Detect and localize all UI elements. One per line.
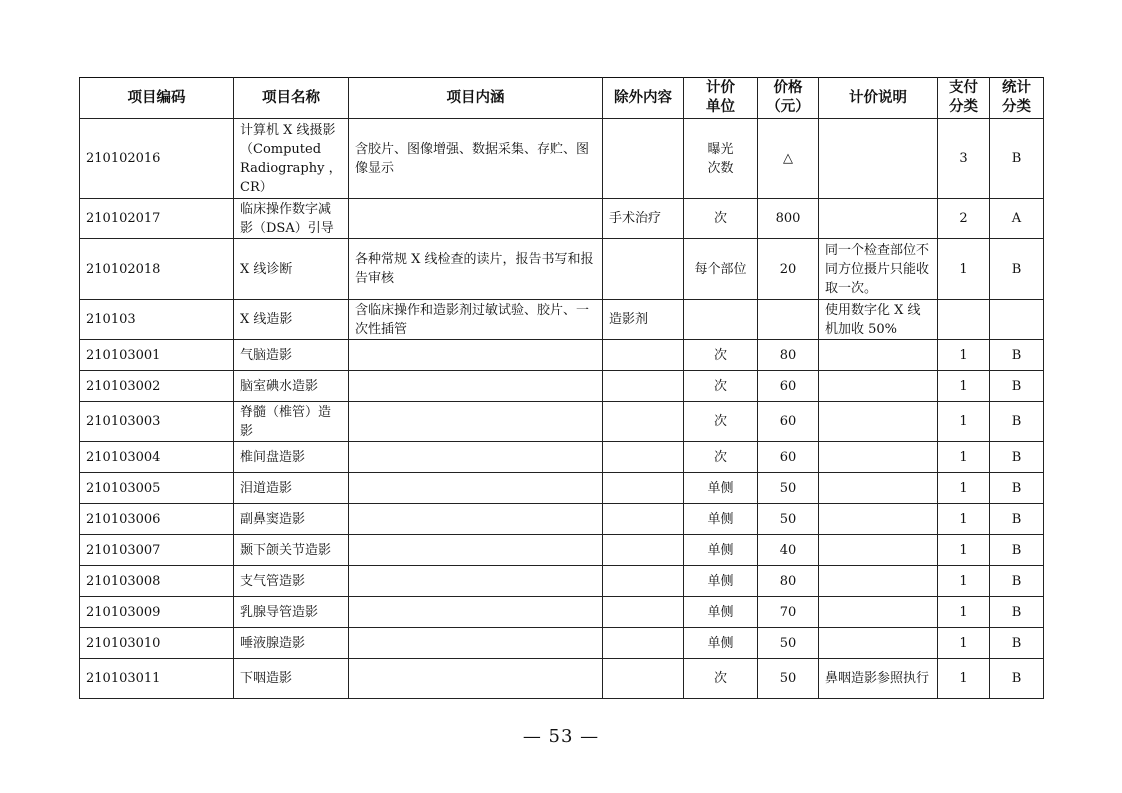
cell-content (349, 659, 603, 699)
cell-name: 乳腺导管造影 (234, 597, 349, 628)
cell-note (819, 535, 938, 566)
cell-stat: B (990, 340, 1044, 371)
cell-except (603, 402, 684, 442)
cell-pay: 1 (938, 597, 990, 628)
cell-note (819, 371, 938, 402)
cell-code: 210103002 (80, 371, 234, 402)
cell-name: 脊髓（椎管）造影 (234, 402, 349, 442)
cell-code: 210103 (80, 300, 234, 340)
cell-pay: 1 (938, 504, 990, 535)
table-row (80, 597, 1044, 628)
cell-note: 同一个检查部位不同方位摄片只能收取一次。 (819, 239, 938, 300)
table-body (80, 119, 1044, 699)
cell-unit: 次 (684, 659, 758, 699)
cell-content (349, 535, 603, 566)
cell-stat: B (990, 628, 1044, 659)
cell-pay: 1 (938, 340, 990, 371)
cell-price: △ (758, 119, 819, 199)
cell-pay: 1 (938, 371, 990, 402)
cell-price: 80 (758, 566, 819, 597)
header-name: 项目名称 (234, 78, 349, 119)
cell-stat: B (990, 659, 1044, 699)
cell-stat: B (990, 473, 1044, 504)
cell-stat: B (990, 442, 1044, 473)
cell-note (819, 442, 938, 473)
cell-code: 210103008 (80, 566, 234, 597)
cell-note (819, 473, 938, 504)
table-row (80, 566, 1044, 597)
cell-pay (938, 300, 990, 340)
table-row (80, 239, 1044, 300)
cell-name: 脑室碘水造影 (234, 371, 349, 402)
cell-pay: 1 (938, 659, 990, 699)
cell-unit: 单侧 (684, 597, 758, 628)
cell-pay: 1 (938, 628, 990, 659)
cell-code: 210103001 (80, 340, 234, 371)
cell-stat: B (990, 239, 1044, 300)
cell-code: 210102016 (80, 119, 234, 199)
cell-code: 210103003 (80, 402, 234, 442)
header-row (80, 78, 1044, 119)
cell-pay: 1 (938, 566, 990, 597)
cell-code: 210103005 (80, 473, 234, 504)
cell-pay: 1 (938, 402, 990, 442)
table-row (80, 535, 1044, 566)
cell-code: 210102017 (80, 199, 234, 239)
cell-content (349, 566, 603, 597)
cell-pay: 1 (938, 473, 990, 504)
cell-except (603, 535, 684, 566)
header-unit: 计价 单位 (684, 78, 758, 119)
cell-stat: B (990, 402, 1044, 442)
cell-stat: B (990, 504, 1044, 535)
cell-stat (990, 300, 1044, 340)
cell-note (819, 504, 938, 535)
cell-except (603, 442, 684, 473)
cell-unit: 次 (684, 371, 758, 402)
cell-unit: 次 (684, 199, 758, 239)
cell-unit: 次 (684, 340, 758, 371)
table-row (80, 371, 1044, 402)
cell-stat: B (990, 119, 1044, 199)
cell-note: 鼻咽造影参照执行 (819, 659, 938, 699)
price-table (79, 77, 1044, 699)
cell-unit: 单侧 (684, 566, 758, 597)
cell-note (819, 199, 938, 239)
table-row (80, 300, 1044, 340)
cell-price: 40 (758, 535, 819, 566)
cell-price: 20 (758, 239, 819, 300)
cell-unit: 单侧 (684, 473, 758, 504)
cell-except (603, 473, 684, 504)
cell-pay: 3 (938, 119, 990, 199)
table-row (80, 628, 1044, 659)
header-note: 计价说明 (819, 78, 938, 119)
header-content: 项目内涵 (349, 78, 603, 119)
cell-note (819, 597, 938, 628)
cell-code: 210102018 (80, 239, 234, 300)
header-except: 除外内容 (603, 78, 684, 119)
table-row (80, 442, 1044, 473)
cell-price: 70 (758, 597, 819, 628)
cell-name: 气脑造影 (234, 340, 349, 371)
cell-price: 800 (758, 199, 819, 239)
cell-price: 50 (758, 473, 819, 504)
cell-unit: 曝光 次数 (684, 119, 758, 199)
cell-except (603, 566, 684, 597)
cell-stat: B (990, 597, 1044, 628)
cell-pay: 1 (938, 442, 990, 473)
cell-price (758, 300, 819, 340)
cell-name: 椎间盘造影 (234, 442, 349, 473)
cell-except (603, 340, 684, 371)
cell-unit: 次 (684, 442, 758, 473)
cell-content (349, 340, 603, 371)
cell-pay: 2 (938, 199, 990, 239)
cell-except (603, 119, 684, 199)
cell-except (603, 659, 684, 699)
table-row (80, 659, 1044, 699)
cell-note: 使用数字化 X 线机加收 50% (819, 300, 938, 340)
cell-content: 含临床操作和造影剂过敏试验、胶片、一次性插管 (349, 300, 603, 340)
cell-content (349, 628, 603, 659)
cell-content (349, 504, 603, 535)
cell-except: 造影剂 (603, 300, 684, 340)
cell-except (603, 371, 684, 402)
cell-name: 副鼻窦造影 (234, 504, 349, 535)
table-row (80, 119, 1044, 199)
cell-name: 计算机 X 线摄影（Computed Radiography ，CR） (234, 119, 349, 199)
cell-name: 下咽造影 (234, 659, 349, 699)
cell-content: 含胶片、图像增强、数据采集、存贮、图像显示 (349, 119, 603, 199)
cell-price: 50 (758, 628, 819, 659)
cell-name: X 线造影 (234, 300, 349, 340)
cell-except (603, 628, 684, 659)
table-row (80, 504, 1044, 535)
cell-price: 50 (758, 659, 819, 699)
table-row (80, 199, 1044, 239)
cell-note (819, 340, 938, 371)
cell-note (819, 119, 938, 199)
cell-pay: 1 (938, 535, 990, 566)
cell-unit: 每个部位 (684, 239, 758, 300)
cell-unit: 单侧 (684, 504, 758, 535)
cell-price: 50 (758, 504, 819, 535)
cell-content (349, 442, 603, 473)
cell-code: 210103004 (80, 442, 234, 473)
cell-price: 60 (758, 402, 819, 442)
cell-name: X 线诊断 (234, 239, 349, 300)
table-row (80, 402, 1044, 442)
cell-content (349, 473, 603, 504)
cell-price: 80 (758, 340, 819, 371)
cell-content (349, 199, 603, 239)
header-code: 项目编码 (80, 78, 234, 119)
cell-stat: B (990, 566, 1044, 597)
cell-name: 支气管造影 (234, 566, 349, 597)
cell-code: 210103010 (80, 628, 234, 659)
cell-note (819, 628, 938, 659)
cell-content (349, 371, 603, 402)
cell-except (603, 504, 684, 535)
cell-content (349, 597, 603, 628)
cell-code: 210103009 (80, 597, 234, 628)
cell-content: 各种常规 X 线检查的读片，报告书写和报告审核 (349, 239, 603, 300)
cell-unit: 单侧 (684, 535, 758, 566)
cell-pay: 1 (938, 239, 990, 300)
header-stat: 统计 分类 (990, 78, 1044, 119)
cell-content (349, 402, 603, 442)
cell-except (603, 239, 684, 300)
cell-note (819, 402, 938, 442)
cell-stat: A (990, 199, 1044, 239)
table-row (80, 473, 1044, 504)
cell-unit: 单侧 (684, 628, 758, 659)
cell-name: 颞下颌关节造影 (234, 535, 349, 566)
cell-name: 临床操作数字减影（DSA）引导 (234, 199, 349, 239)
cell-unit (684, 300, 758, 340)
cell-price: 60 (758, 371, 819, 402)
cell-stat: B (990, 371, 1044, 402)
cell-code: 210103006 (80, 504, 234, 535)
header-pay: 支付 分类 (938, 78, 990, 119)
cell-name: 唾液腺造影 (234, 628, 349, 659)
cell-stat: B (990, 535, 1044, 566)
cell-except (603, 597, 684, 628)
cell-except: 手术治疗 (603, 199, 684, 239)
cell-note (819, 566, 938, 597)
cell-code: 210103007 (80, 535, 234, 566)
cell-code: 210103011 (80, 659, 234, 699)
table-row (80, 340, 1044, 371)
page-number: — 53 — (522, 726, 600, 747)
cell-unit: 次 (684, 402, 758, 442)
cell-name: 泪道造影 (234, 473, 349, 504)
header-price: 价格 （元） (758, 78, 819, 119)
cell-price: 60 (758, 442, 819, 473)
